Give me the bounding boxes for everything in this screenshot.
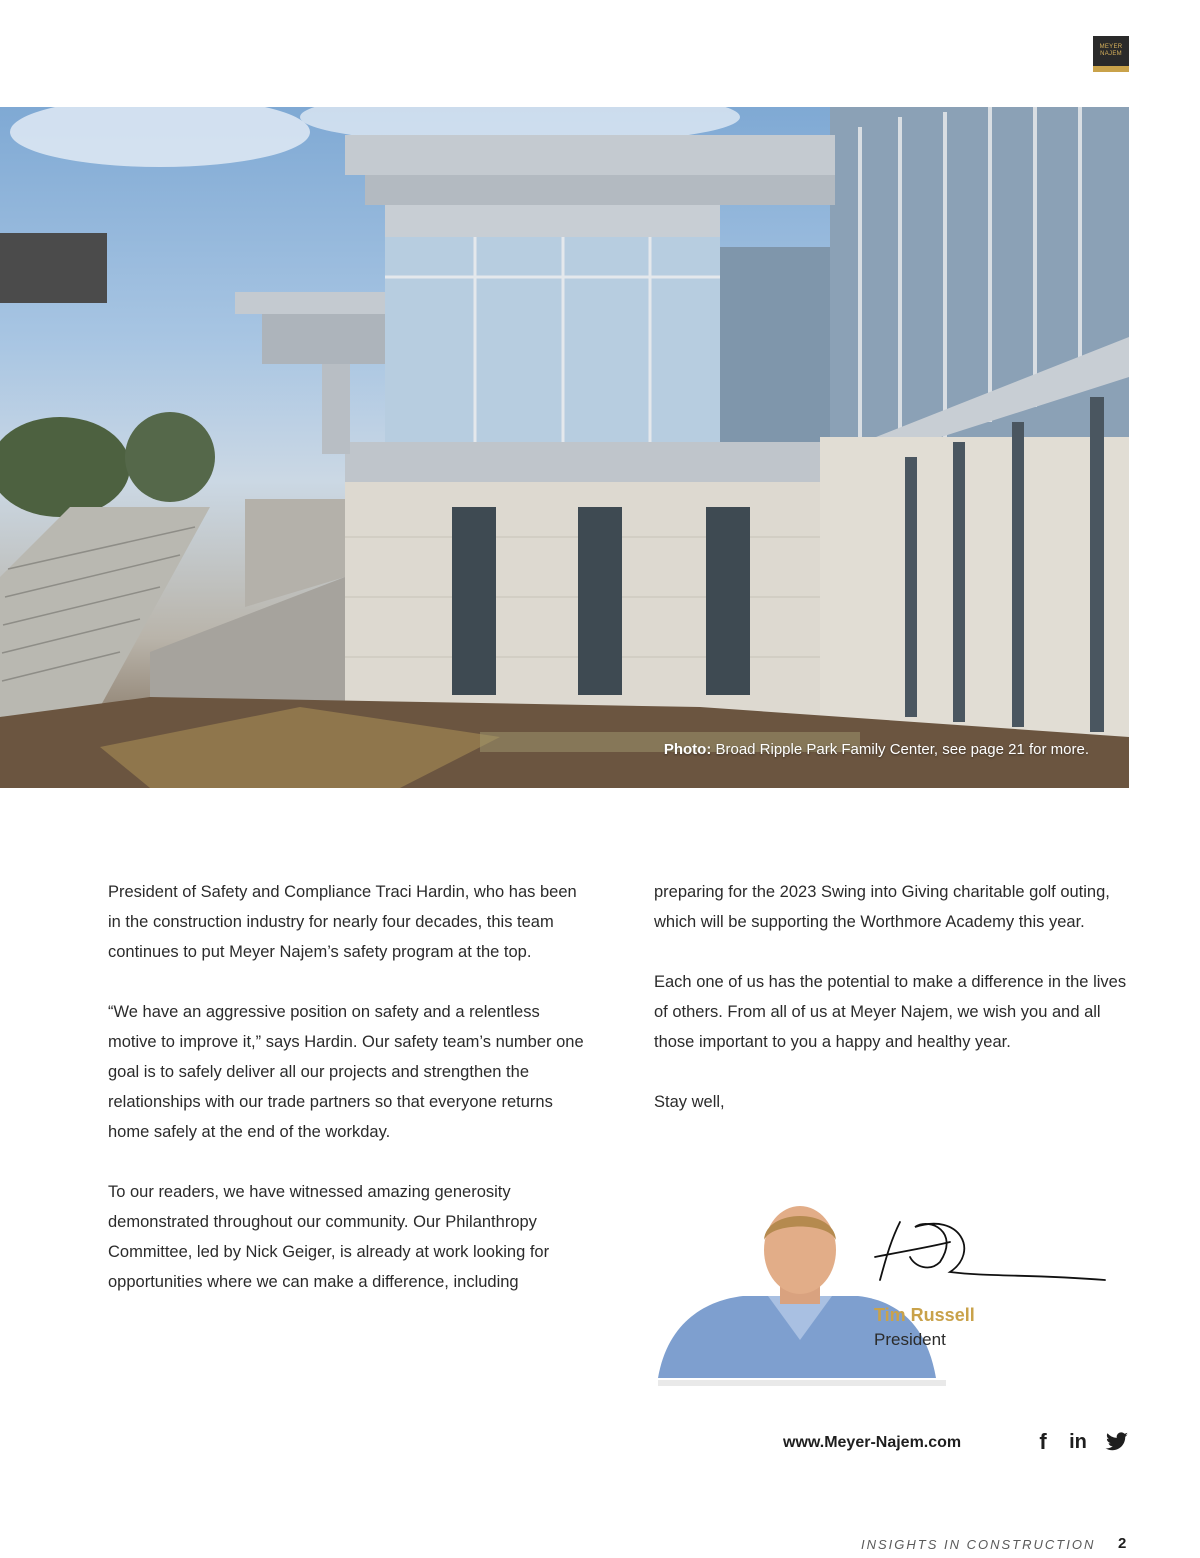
- paragraph: “We have an aggressive position on safety and a relentless motive to improve it,” says Hardin. Our safety team’s number one goal is to safely deliver all our projects and strengthen the relationships with our trade partners so that everyone returns home safely at the end of the workday.: [108, 1003, 584, 1141]
- hero-accent-tab: [0, 233, 107, 303]
- hero-photo: [0, 107, 1129, 788]
- article-right-column: [654, 877, 1129, 1147]
- caption-label: Photo:: [663, 741, 712, 758]
- publication-name: INSIGHTS IN CONSTRUCTION: [861, 1537, 1096, 1552]
- facebook-icon[interactable]: f: [1039, 1429, 1047, 1454]
- paragraph: Stay well,: [654, 1093, 725, 1111]
- signature: [870, 1212, 1110, 1287]
- paragraph: preparing for the 2023 Swing into Giving charitable golf outing, which will be supporting the Worthmore Academy this year.: [654, 883, 1110, 931]
- website-link[interactable]: www.Meyer-Najem.com: [783, 1434, 962, 1451]
- company-logo: [1093, 36, 1129, 72]
- twitter-icon[interactable]: [1104, 1430, 1130, 1454]
- photo-caption: [664, 741, 1089, 758]
- building-illustration: [0, 107, 1129, 788]
- article-left-column: [108, 877, 588, 1327]
- linkedin-icon[interactable]: in: [1069, 1430, 1087, 1453]
- signer-title: President: [874, 1330, 946, 1349]
- logo-line-2: NAJEM: [1100, 51, 1122, 57]
- caption-text: Broad Ripple Park Family Center, see page 21 for more.: [711, 741, 1089, 758]
- paragraph: President of Safety and Compliance Traci Hardin, who has been in the construction industry for nearly four decades, this team continues to put Meyer Najem’s safety program at the top.: [108, 883, 577, 961]
- logo-line-1: MEYER: [1099, 44, 1123, 50]
- paragraph: Each one of us has the potential to make a difference in the lives of others. From all of us at Meyer Najem, we wish you and all those important to you a happy and healthy year.: [654, 973, 1127, 1051]
- signer-name: Tim Russell: [874, 1305, 975, 1325]
- paragraph: To our readers, we have witnessed amazing generosity demonstrated throughout our community. Our Philanthropy Committee, led by Nick Geiger, is already at work looking for opportunities where we can make a difference, including: [108, 1183, 550, 1291]
- page-number: 2: [1118, 1535, 1127, 1552]
